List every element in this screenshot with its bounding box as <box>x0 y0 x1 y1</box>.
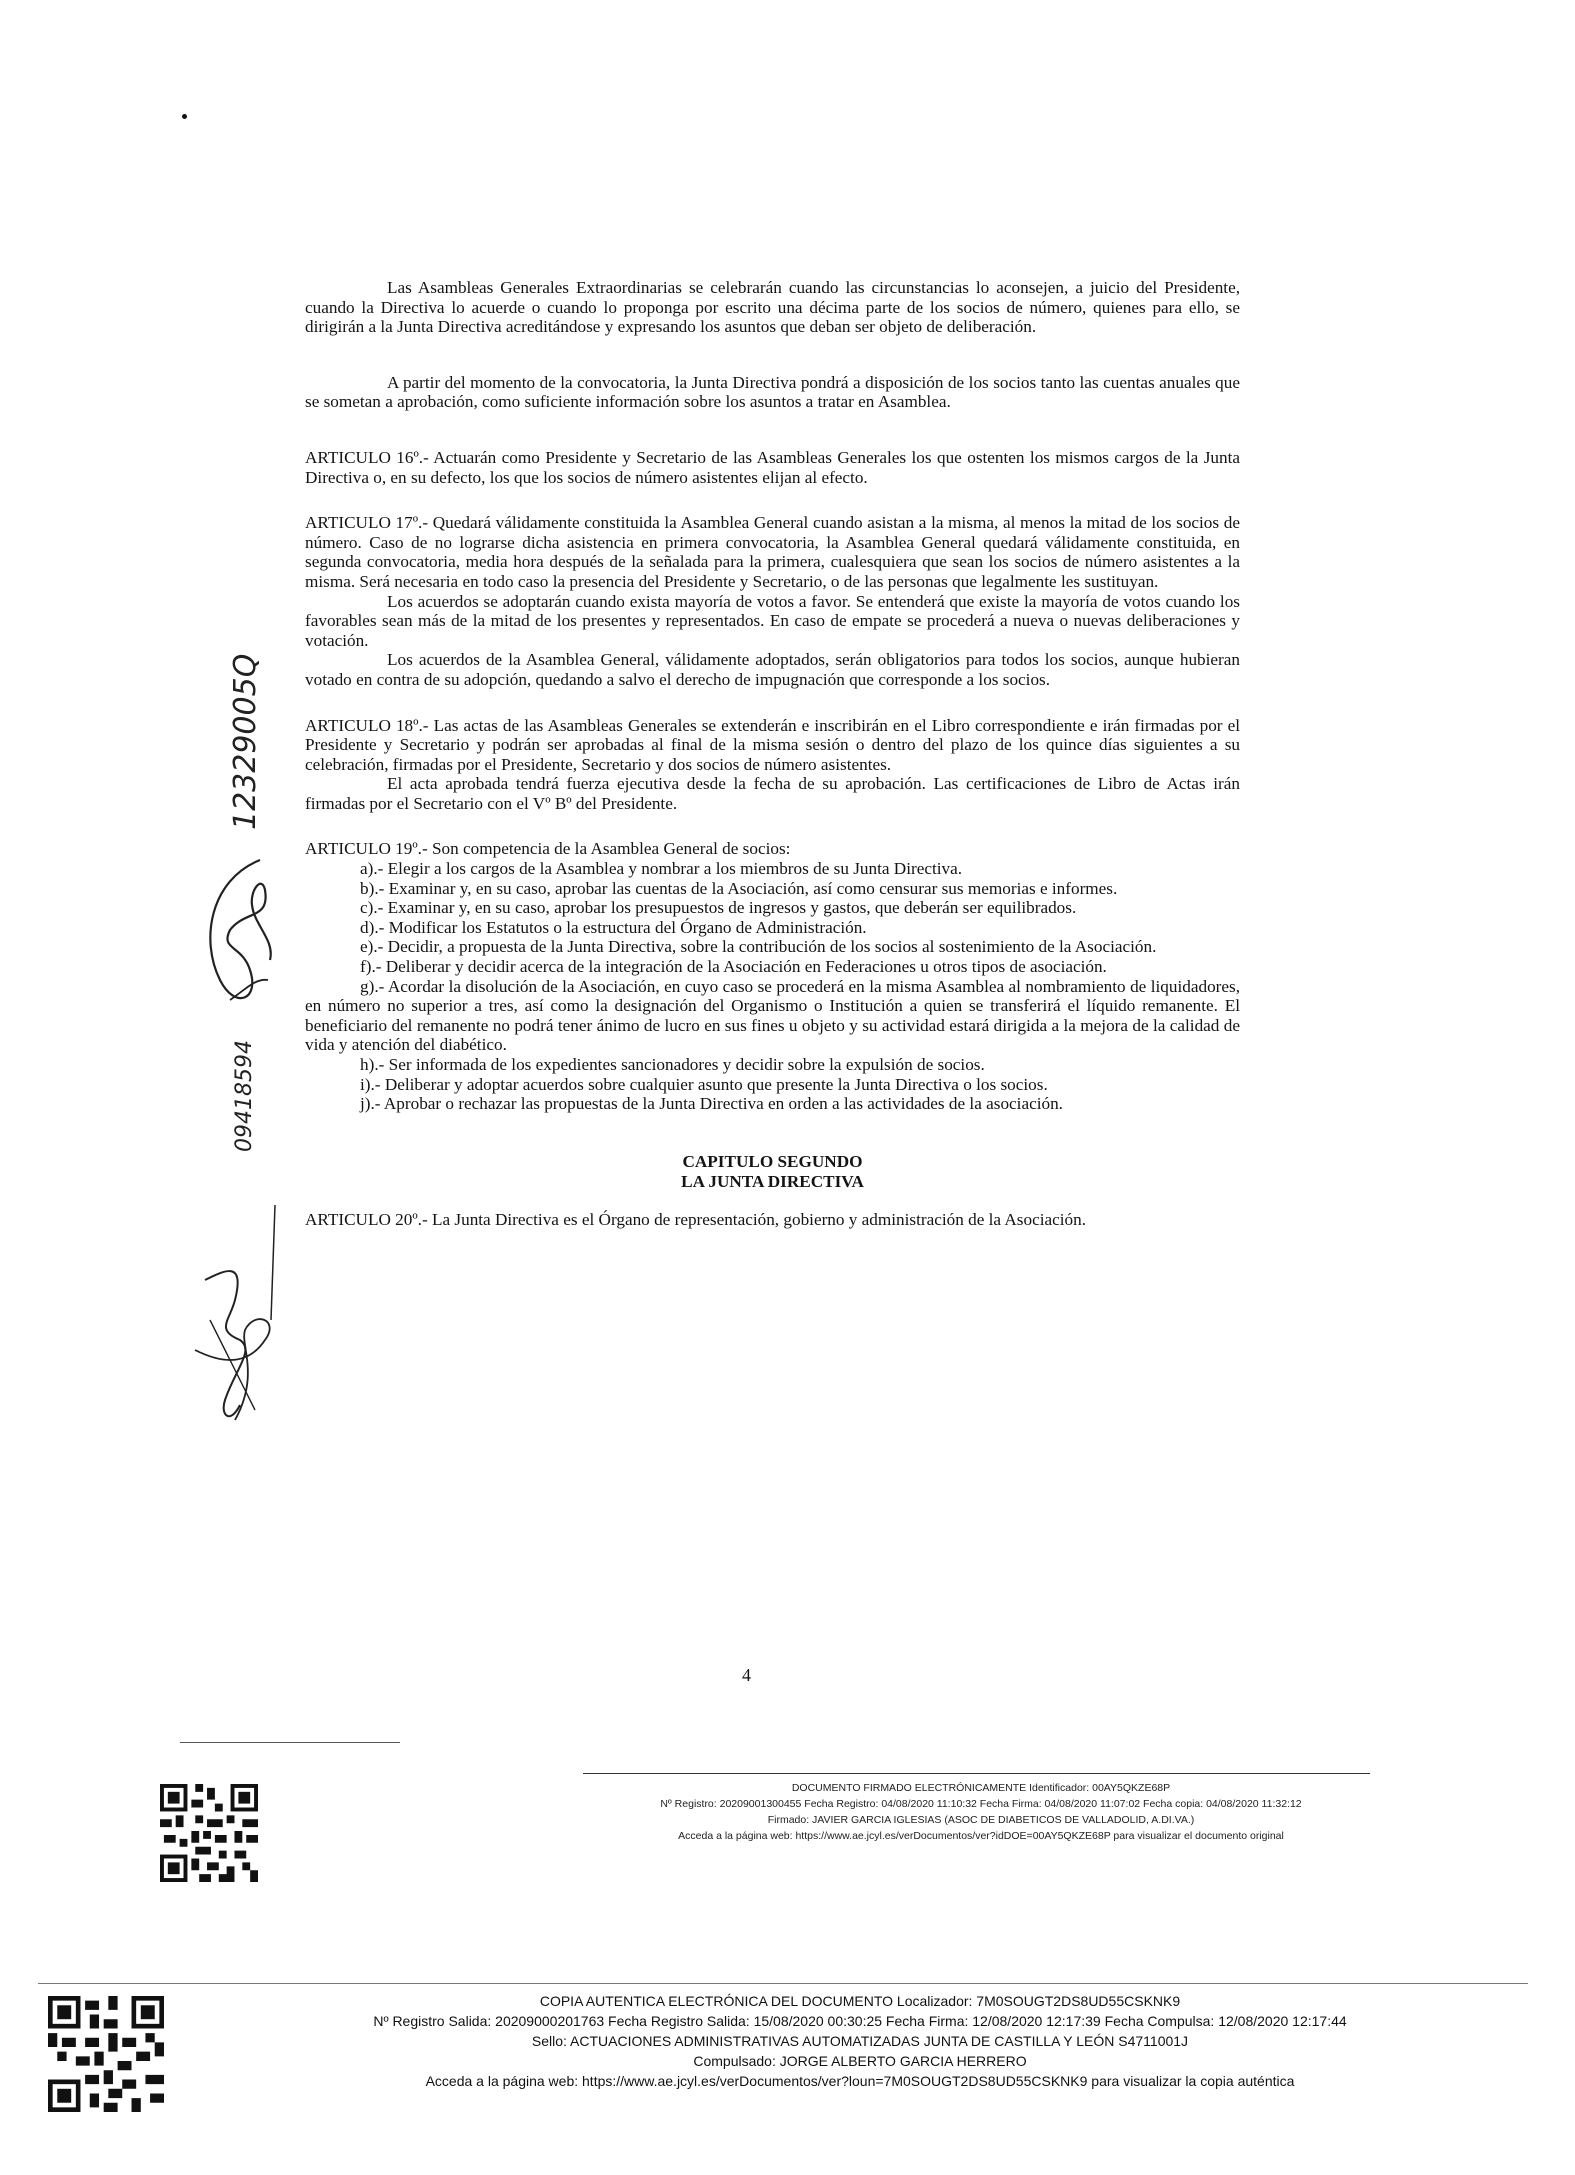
divider-line <box>180 1742 400 1743</box>
article-19-item-b: b).- Examinar y, en su caso, aprobar las cuentas de la Asociación, así como censurar sus memorias e informes. <box>360 878 1118 898</box>
article-19-item-j: j).- Aprobar o rechazar las propuestas de la Junta Directiva en orden a las actividades de la asociación. <box>360 1094 1063 1114</box>
stamp2-title: COPIA AUTENTICA ELECTRÓNICA DEL DOCUMENTO Localizador: 7M0SOUGT2DS8UD55CSKNK9 <box>539 1993 1181 2009</box>
article-19-item-h: h).- Ser informada de los expedientes sancionadores y decidir sobre la expulsión de socios. <box>360 1055 985 1074</box>
page-number: 4 <box>742 1665 751 1685</box>
article-16: ARTICULO 16º.- Actuarán como Presidente y Secretario de las Asambleas Generales los que ostenten los mismos cargos de la Junta Directiva o, en su defecto, los que los socios de número asistentes elijan al efecto. <box>305 447 1240 487</box>
article-19-item-a: a).- Elegir a los cargos de la Asamblea y nombrar a los miembros de su Junta Directiva. <box>360 859 963 879</box>
document-body <box>305 278 1240 1229</box>
article-19-item-c: c).- Examinar y, en su caso, aprobar los presupuestos de ingresos y gastos, que deberán ser equilibrados. <box>360 898 1077 918</box>
article-18: ARTICULO 18º.- Las actas de las Asambleas Generales se extenderán e inscribirán en el Libro correspondiente e irán firmadas por el Presidente y Secretario y podrán ser aprobadas al final de la misma sesión o dentro del plazo de los quince días siguientes a su celebración, firmadas por el Presidente, Secretario y dos socios de número asistentes. <box>305 715 1240 774</box>
article-19-item-e: e).- Decidir, a propuesta de la Junta Directiva, sobre la contribución de los socios al sostenimiento de la Asociación. <box>360 937 1157 957</box>
stamp2-registro: Nº Registro Salida: 20209000201763 Fecha Registro Salida: 15/08/2020 00:30:25 Fecha Firma: 12/08/2020 12:17:39 Fecha Compulsa: 12/08/2020 12:17:44 <box>373 2013 1347 2029</box>
stamp1-title: DOCUMENTO FIRMADO ELECTRÓNICAMENTE Identificador: 00AY5QKZE68P <box>791 1782 1171 1794</box>
stamp2-link: Acceda a la página web: https://www.ae.jcyl.es/verDocumentos/ver?loun=7M0SOUGT2DS8UD55CSKNK9 para visualizar la copia auténtica <box>425 2073 1295 2089</box>
margin-note-number-2: 09418594 <box>232 1040 257 1152</box>
qr-code-icon <box>160 1784 258 1882</box>
chapter-subtitle: LA JUNTA DIRECTIVA <box>681 1171 864 1191</box>
qr-code-icon <box>48 1996 164 2112</box>
scan-speck <box>182 114 187 119</box>
article-19-item-i: i).- Deliberar y adoptar acuerdos sobre cualquier asunto que presente la Junta Directiva o los socios. <box>360 1074 1048 1094</box>
signature-stamp-2 <box>320 1991 1400 2091</box>
chapter-title: CAPITULO SEGUNDO <box>682 1151 863 1171</box>
article-17-acuerdos: Los acuerdos se adoptarán cuando exista mayoría de votos a favor. Se entenderá que existe la mayoría de votos cuando los favorables sean más de la mitad de los presentes y representados. En caso de empate se procederá a nueva o nuevas deliberaciones y votación. <box>305 591 1240 650</box>
article-19-item-f: f).- Deliberar y decidir acerca de la integración de la Asociación en Federaciones u otros tipos de asociación. <box>360 957 1107 977</box>
stamp1-registro: Nº Registro: 20209001300455 Fecha Registro: 04/08/2020 11:10:32 Fecha Firma: 04/08/2020 11:07:02 Fecha copia: 04/08/2020 11:32:12 <box>660 1798 1302 1810</box>
handwritten-signature-1 <box>190 850 290 1020</box>
signature-stamp-1 <box>596 1780 1366 1844</box>
stamp1-link: Acceda a la página web: https://www.ae.jcyl.es/verDocumentos/ver?idDOE=00AY5QKZE68P para visualizar el documento original <box>678 1830 1284 1842</box>
margin-note-number-1: 12329005Q <box>228 653 263 830</box>
handwritten-signature-2 <box>185 1200 295 1430</box>
article-19-item-g: g).- Acordar la disolución de la Asociación, en cuyo caso se procederá en la misma Asamblea al nombramiento de liquidadores, en número no superior a tres, así como la designación del Organismo o Institución a quien se transferirá el líquido remanente. El beneficiario del remanente no podrá tener ánimo de lucro en sus fines u objeto y su actividad estará dirigida a la mejora de la calidad de vida y atención del diabético. <box>305 976 1240 1055</box>
article-19: ARTICULO 19º.- Son competencia de la Asamblea General de socios: <box>305 839 791 859</box>
paragraph-convocatoria: A partir del momento de la convocatoria, la Junta Directiva pondrá a disposición de los socios tanto las cuentas anuales que se sometan a aprobación, como suficiente información sobre los asuntos a tratar en Asamblea. <box>305 372 1240 412</box>
stamp2-sello: Sello: ACTUACIONES ADMINISTRATIVAS AUTOMATIZADAS JUNTA DE CASTILLA Y LEÓN S4711001J <box>531 2033 1189 2049</box>
article-17-obligatorios: Los acuerdos de la Asamblea General, válidamente adoptados, serán obligatorios para todos los socios, aunque hubieran votado en contra de su adopción, quedando a salvo el derecho de impugnación que corresponde a los socios. <box>305 650 1240 689</box>
article-17: ARTICULO 17º.- Quedará válidamente constituida la Asamblea General cuando asistan a la misma, al menos la mitad de los socios de número. Caso de no lograrse dicha asistencia en primera convocatoria, la Asamblea General quedará válidamente constituida, en segunda convocatoria, media hora después de la señalada para la primera, cualesquiera que sean los socios de número asistentes a la misma. Será necesaria en todo caso la presencia del Presidente y Secretario, o de las personas que legalmente les sustituyan. <box>305 513 1240 591</box>
stamp-divider-1 <box>583 1773 1370 1774</box>
article-19-item-d: d).- Modificar los Estatutos o la estructura del Órgano de Administración. <box>360 917 867 937</box>
stamp-divider-2 <box>38 1983 1528 1984</box>
article-18-acta: El acta aprobada tendrá fuerza ejecutiva desde la fecha de su aprobación. Las certificaciones de Libro de Actas irán firmadas por el Secretario con el Vº Bº del Presidente. <box>305 774 1240 813</box>
stamp2-compulsado: Compulsado: JORGE ALBERTO GARCIA HERRERO <box>693 2053 1027 2069</box>
paragraph-extraordinarias: Las Asambleas Generales Extraordinarias se celebrarán cuando las circunstancias lo aconsejen, a juicio del Presidente, cuando la Directiva lo acuerde o cuando lo proponga por escrito una décima parte de los socios de número, quienes para ello, se dirigirán a la Junta Directiva acreditándose y expresando los asuntos que deban ser objeto de deliberación. <box>305 278 1240 337</box>
chapter-heading <box>305 1152 1240 1192</box>
stamp1-firmado: Firmado: JAVIER GARCIA IGLESIAS (ASOC DE DIABETICOS DE VALLADOLID, A.DI.VA.) <box>767 1814 1195 1826</box>
article-20: ARTICULO 20º.- La Junta Directiva es el Órgano de representación, gobierno y administración de la Asociación. <box>305 1209 1086 1229</box>
